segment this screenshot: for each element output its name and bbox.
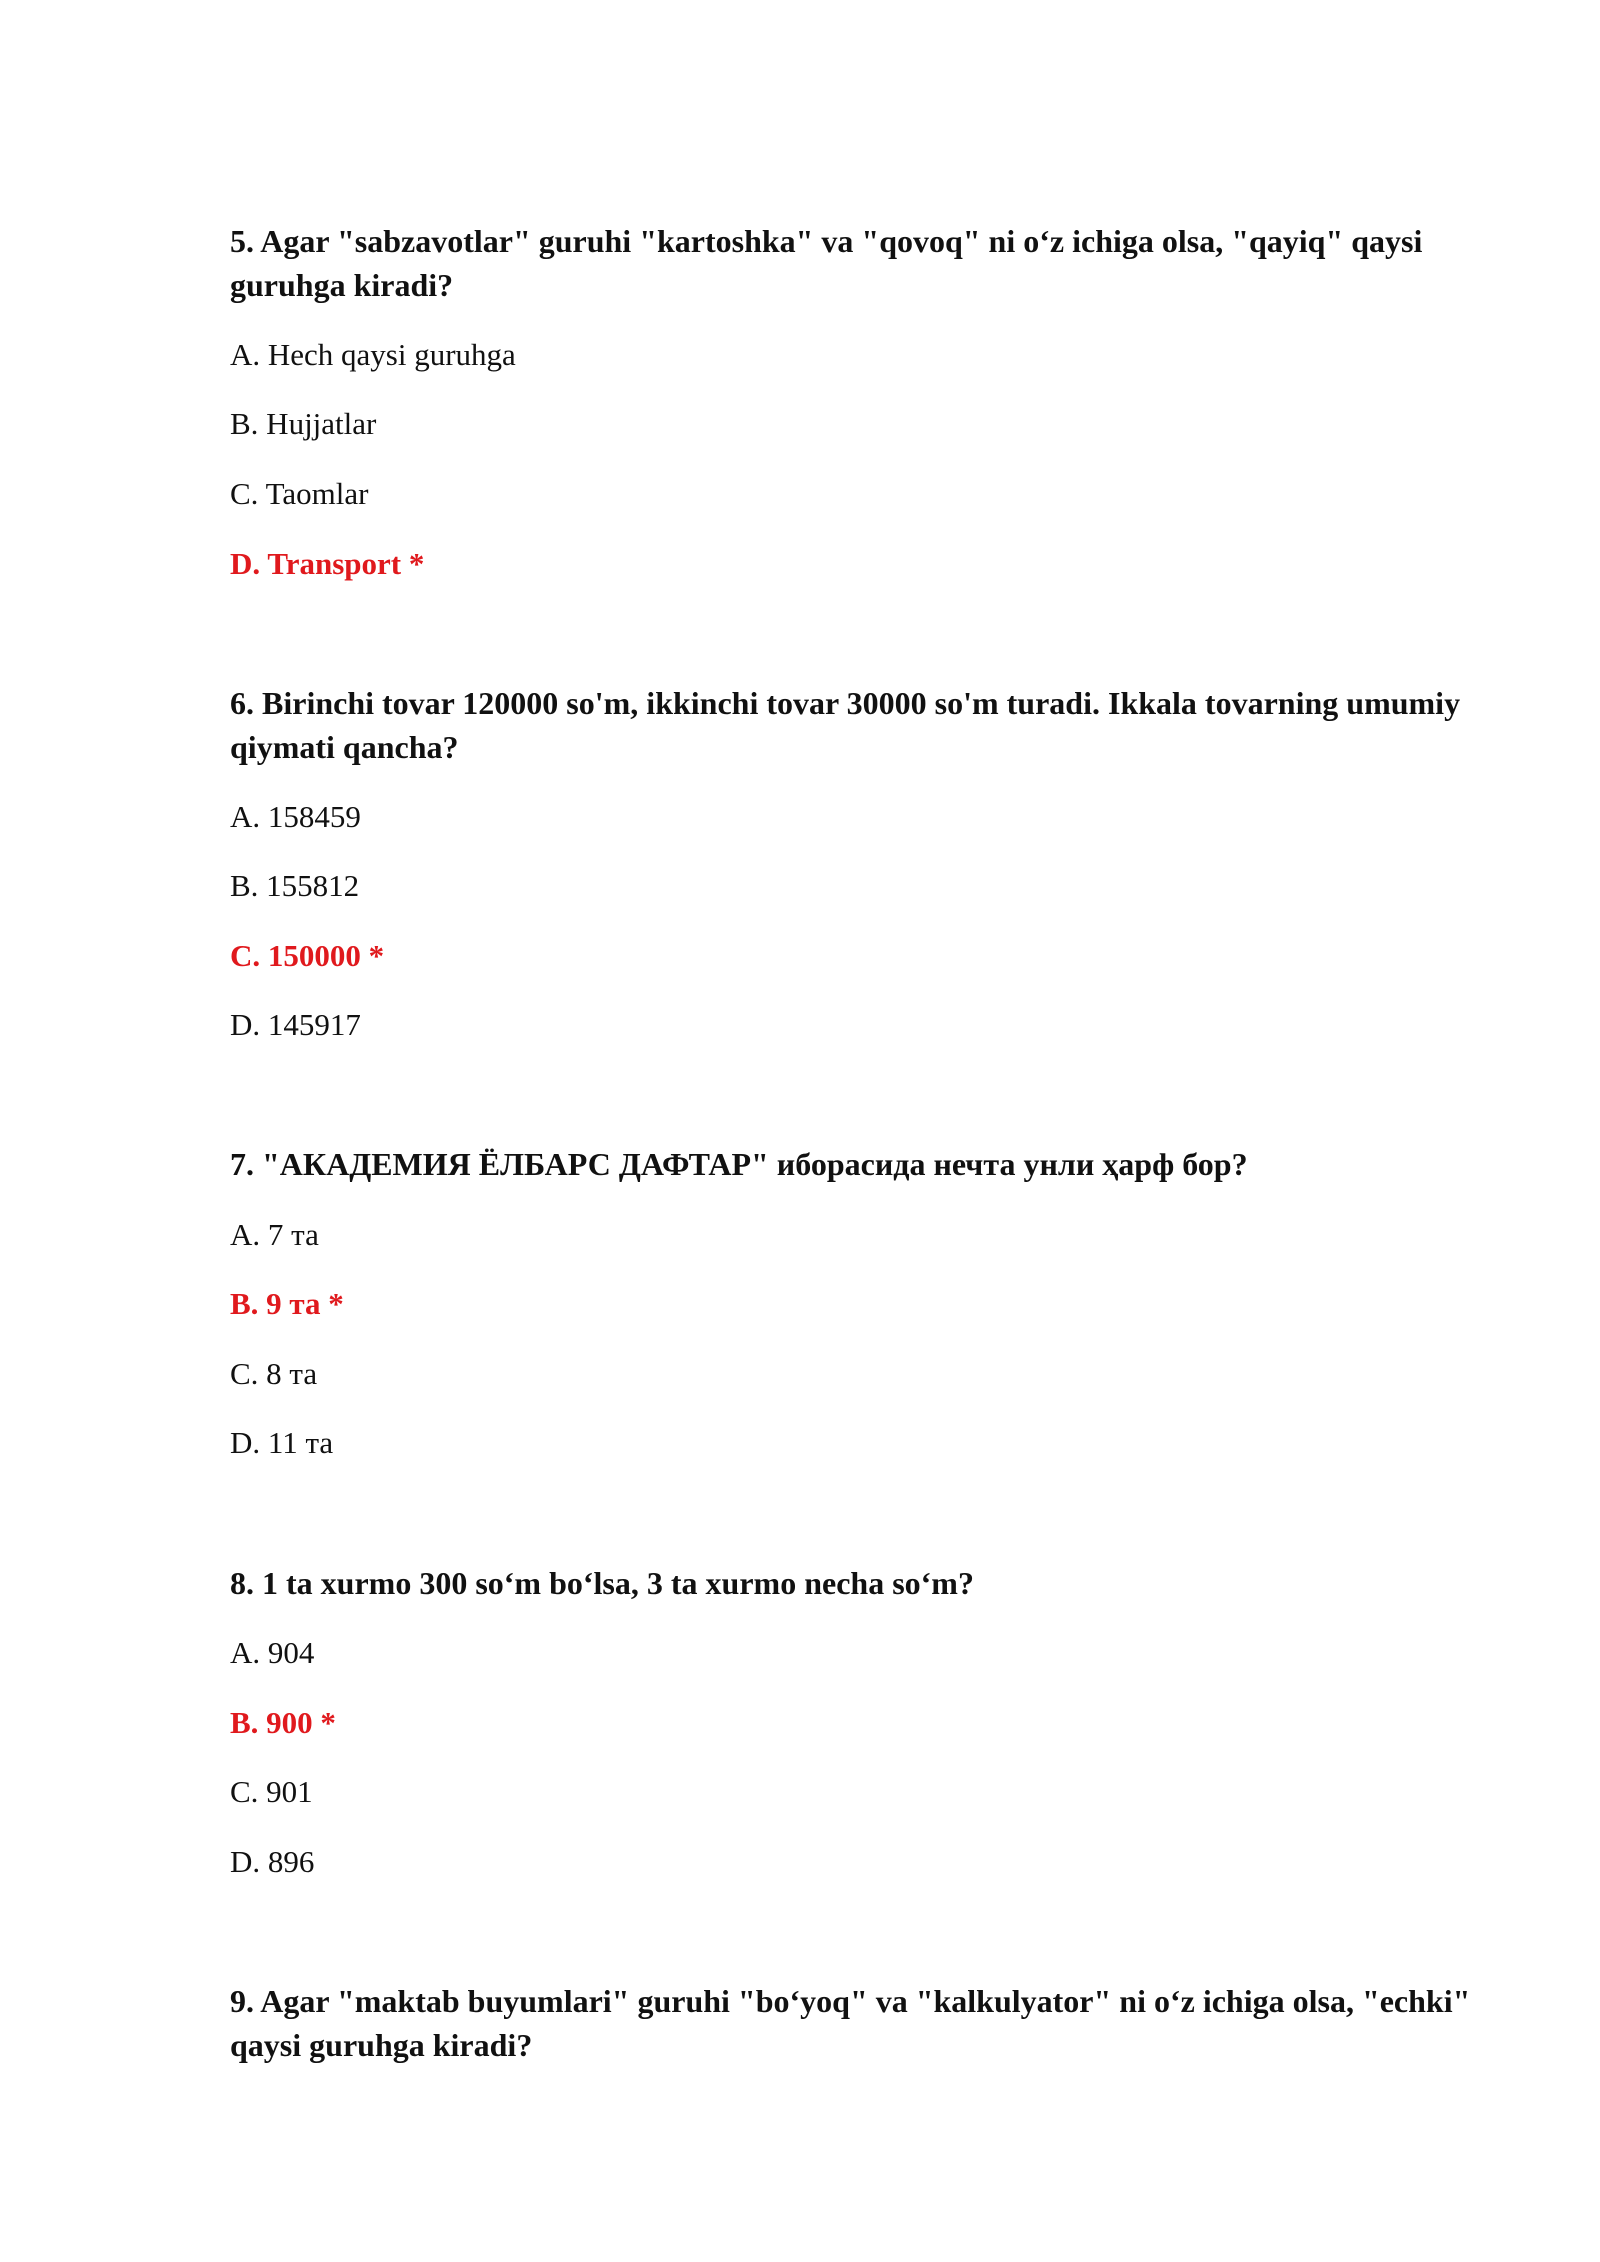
question-6-option-a: A. 158459 [230,799,361,834]
question-6: 6. Birinchi tovar 120000 so'm, ikkinchi tovar 30000 so'm turadi. Ikkala tovarning umumiy qiymati qancha? [230,685,1461,765]
question-6-option-b: B. 155812 [230,868,360,903]
question-8: 8. 1 ta xurmo 300 so‘m bo‘lsa, 3 ta xurmo necha so‘m? [230,1565,974,1601]
question-5-option-a: A. Hech qaysi guruhga [230,337,516,372]
question-5-option-c: C. Taomlar [230,476,369,511]
question-8-option-a: A. 904 [230,1635,315,1670]
question-9: 9. Agar "maktab buyumlari" guruhi "bo‘yoq" va "kalkulyator" ni o‘z ichiga olsa, "echki" qaysi guruhga kiradi? [230,1983,1471,2063]
question-5-option-b: B. Hujjatlar [230,406,377,441]
question-7-option-b-correct: B. 9 та * [230,1286,344,1321]
question-8-option-c: C. 901 [230,1774,313,1809]
question-8-option-d: D. 896 [230,1844,315,1879]
question-5: 5. Agar "sabzavotlar" guruhi "kartoshka" va "qovoq" ni o‘z ichiga olsa, "qayiq" qaysi guruhga kiradi? [230,223,1423,303]
question-5-option-d-correct: D. Transport * [230,546,425,581]
question-7: 7. "АКАДЕМИЯ ЁЛБАРС ДАФТАР" иборасида нечта унли ҳарф бор? [230,1146,1248,1182]
question-6-option-c-correct: C. 150000 * [230,938,385,973]
question-7-option-a: A. 7 та [230,1217,319,1252]
question-7-option-d: D. 11 та [230,1425,334,1460]
question-6-option-d: D. 145917 [230,1007,361,1042]
question-7-option-c: C. 8 та [230,1356,318,1391]
question-8-option-b-correct: B. 900 * [230,1705,336,1740]
